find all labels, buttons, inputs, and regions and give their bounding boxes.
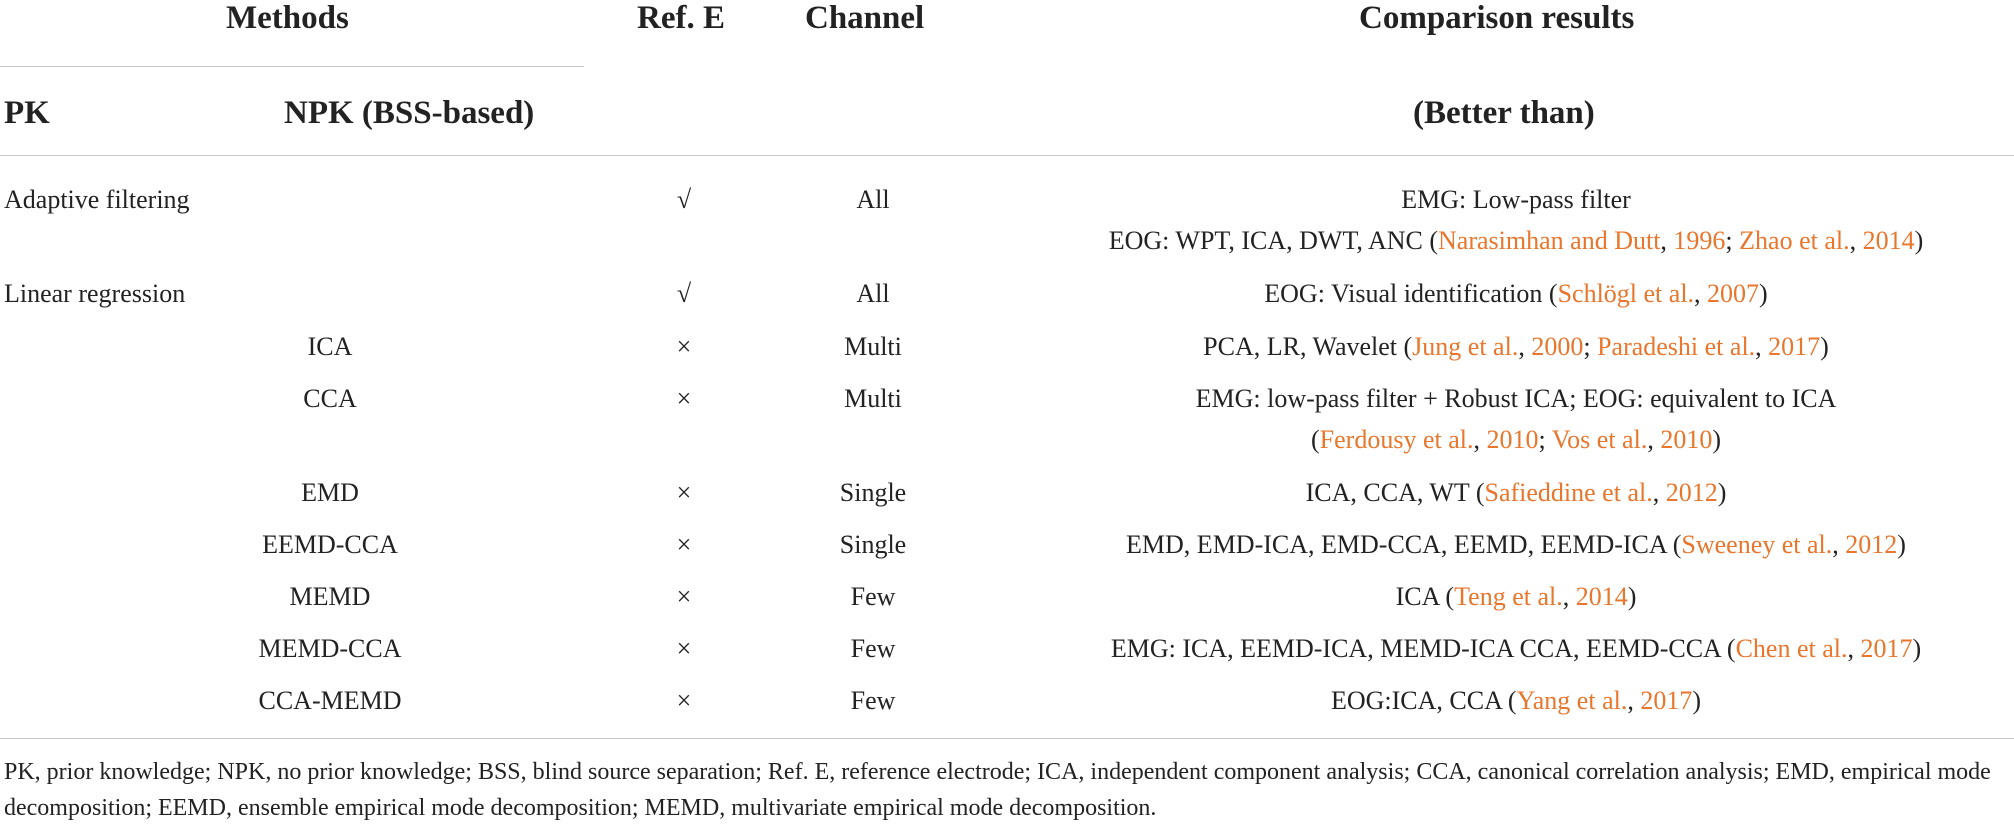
comparison-text: ) <box>1627 582 1637 611</box>
comparison-text: , <box>1562 582 1576 611</box>
comparison-text: ; <box>1583 332 1598 361</box>
cell-comparison-line1: EMG: Low-pass filter <box>1401 185 1631 214</box>
header-ref-e: Ref. E <box>637 0 725 36</box>
citation-link[interactable]: Ferdousy et al. <box>1319 425 1474 454</box>
cell-channel: Single <box>839 530 907 559</box>
cell-ref-electrode: × <box>676 384 692 413</box>
citation-link[interactable]: Schlögl et al. <box>1557 279 1695 308</box>
citation-link[interactable]: Yang et al. <box>1516 686 1628 715</box>
cell-pk-method: Adaptive filtering <box>4 185 190 214</box>
cell-pk-method: Linear regression <box>4 279 186 308</box>
citation-link[interactable]: 2017 <box>1860 634 1913 663</box>
comparison-text: , <box>1647 425 1661 454</box>
citation-link[interactable]: 2007 <box>1707 279 1760 308</box>
cell-comparison-line1 <box>1016 277 2014 311</box>
citation-link[interactable]: Narasimhan and Dutt <box>1438 226 1661 255</box>
cell-channel: Few <box>850 582 896 611</box>
header-npk: NPK (BSS-based) <box>284 95 535 131</box>
header-pk: PK <box>4 95 50 131</box>
comparison-text: ) <box>1914 226 1924 255</box>
header-rule <box>0 155 2014 156</box>
citation-link[interactable]: Paradeshi et al. <box>1597 332 1756 361</box>
header-methods: Methods <box>226 0 349 36</box>
cell-npk-method: EMD <box>301 478 359 507</box>
cell-ref-electrode: × <box>676 634 692 663</box>
citation-link[interactable]: 2012 <box>1665 478 1718 507</box>
citation-link[interactable]: 2010 <box>1486 425 1539 454</box>
cell-ref-electrode: × <box>676 478 692 507</box>
comparison-text: ) <box>1759 279 1768 308</box>
citation-link[interactable]: 2010 <box>1660 425 1713 454</box>
cell-comparison-line1 <box>1016 684 2014 718</box>
cell-comparison-line1 <box>1016 580 2014 614</box>
methods-divider <box>0 66 584 67</box>
citation-link[interactable]: 2000 <box>1531 332 1584 361</box>
cell-comparison-line1 <box>1016 528 2014 562</box>
citation-link[interactable]: 2017 <box>1640 686 1693 715</box>
citation-link[interactable]: 2017 <box>1768 332 1821 361</box>
cell-npk-method: EEMD-CCA <box>262 530 398 559</box>
comparison-text: ; <box>1538 425 1552 454</box>
comparison-text: EMG: ICA, EEMD-ICA, MEMD-ICA CCA, EEMD-CCA ( <box>1110 634 1736 663</box>
citation-link[interactable]: Zhao et al. <box>1739 226 1850 255</box>
comparison-text: ) <box>1717 478 1727 507</box>
header-channel: Channel <box>805 0 925 36</box>
comparison-text: , <box>1627 686 1641 715</box>
citation-link[interactable]: Vos et al. <box>1551 425 1648 454</box>
cell-channel: Multi <box>844 332 902 361</box>
citation-link[interactable]: Chen et al. <box>1735 634 1848 663</box>
comparison-text: EOG:ICA, CCA ( <box>1330 686 1517 715</box>
header-comparison-results: Comparison results <box>1359 0 1635 36</box>
comparison-text: , <box>1652 478 1666 507</box>
cell-comparison-line1 <box>1016 330 2014 364</box>
comparison-text: , <box>1660 226 1674 255</box>
comparison-text: ) <box>1912 634 1922 663</box>
cell-ref-electrode: √ <box>676 185 692 214</box>
cell-channel: Single <box>839 478 907 507</box>
cell-npk-method: MEMD <box>289 582 371 611</box>
comparison-text: ICA ( <box>1395 582 1455 611</box>
citation-link[interactable]: 2012 <box>1845 530 1898 559</box>
citation-link[interactable]: 2014 <box>1575 582 1628 611</box>
cell-ref-electrode: × <box>676 530 692 559</box>
comparison-text: ICA, CCA, WT ( <box>1305 478 1485 507</box>
cell-ref-electrode: √ <box>676 279 692 308</box>
comparison-text: , <box>1847 634 1861 663</box>
cell-comparison-line2 <box>1016 423 2014 457</box>
cell-npk-method: ICA <box>307 332 353 361</box>
cell-npk-method: CCA <box>303 384 357 413</box>
comparison-text: ( <box>1311 425 1320 454</box>
citation-link[interactable]: Jung et al. <box>1412 332 1519 361</box>
comparison-text: ) <box>1692 686 1702 715</box>
comparison-text: , <box>1694 279 1708 308</box>
comparison-text: , <box>1473 425 1487 454</box>
cell-ref-electrode: × <box>676 686 692 715</box>
cell-channel: Multi <box>844 384 902 413</box>
comparison-text: ; <box>1725 226 1740 255</box>
comparison-text: EOG: WPT, ICA, DWT, ANC ( <box>1108 226 1439 255</box>
cell-channel: All <box>856 279 890 308</box>
cell-channel: Few <box>850 686 896 715</box>
table-bottom-rule <box>0 738 2014 739</box>
cell-comparison-line1 <box>1016 632 2014 666</box>
cell-comparison-line1 <box>1016 476 2014 510</box>
cell-npk-method: CCA-MEMD <box>258 686 402 715</box>
comparison-text: , <box>1832 530 1846 559</box>
comparison-text: PCA, LR, Wavelet ( <box>1203 332 1413 361</box>
comparison-text: ) <box>1712 425 1721 454</box>
cell-channel: Few <box>850 634 896 663</box>
comparison-text: , <box>1849 226 1863 255</box>
cell-channel: All <box>856 185 890 214</box>
cell-comparison-line2 <box>1016 224 2014 258</box>
citation-link[interactable]: Safieddine et al. <box>1484 478 1653 507</box>
citation-link[interactable]: Teng et al. <box>1454 582 1563 611</box>
comparison-text: ) <box>1897 530 1906 559</box>
citation-link[interactable]: 2014 <box>1862 226 1915 255</box>
cell-npk-method: MEMD-CCA <box>258 634 402 663</box>
citation-link[interactable]: Sweeney et al. <box>1681 530 1833 559</box>
citation-link[interactable]: 1996 <box>1673 226 1726 255</box>
cell-ref-electrode: × <box>676 582 692 611</box>
comparison-text: EMD, EMD-ICA, EMD-CCA, EEMD, EEMD-ICA ( <box>1126 530 1682 559</box>
comparison-text: ) <box>1820 332 1829 361</box>
comparison-text: EOG: Visual identification ( <box>1264 279 1558 308</box>
cell-comparison-line1: EMG: low-pass filter + Robust ICA; EOG: equivalent to ICA <box>1195 384 1837 413</box>
cell-ref-electrode: × <box>676 332 692 361</box>
comparison-text: , <box>1518 332 1532 361</box>
header-better-than: (Better than) <box>1413 95 1595 131</box>
table-footnote: PK, prior knowledge; NPK, no prior knowledge; BSS, blind source separation; Ref. E, reference electrode; ICA, independent component analysis; CCA, canonical correlation analysis; EMD, empirical mode decomposition; EEMD, ensemble empirical mode decomposition; MEMD, multivariate empirical mode decomposition. <box>4 759 1991 821</box>
comparison-text: , <box>1755 332 1769 361</box>
